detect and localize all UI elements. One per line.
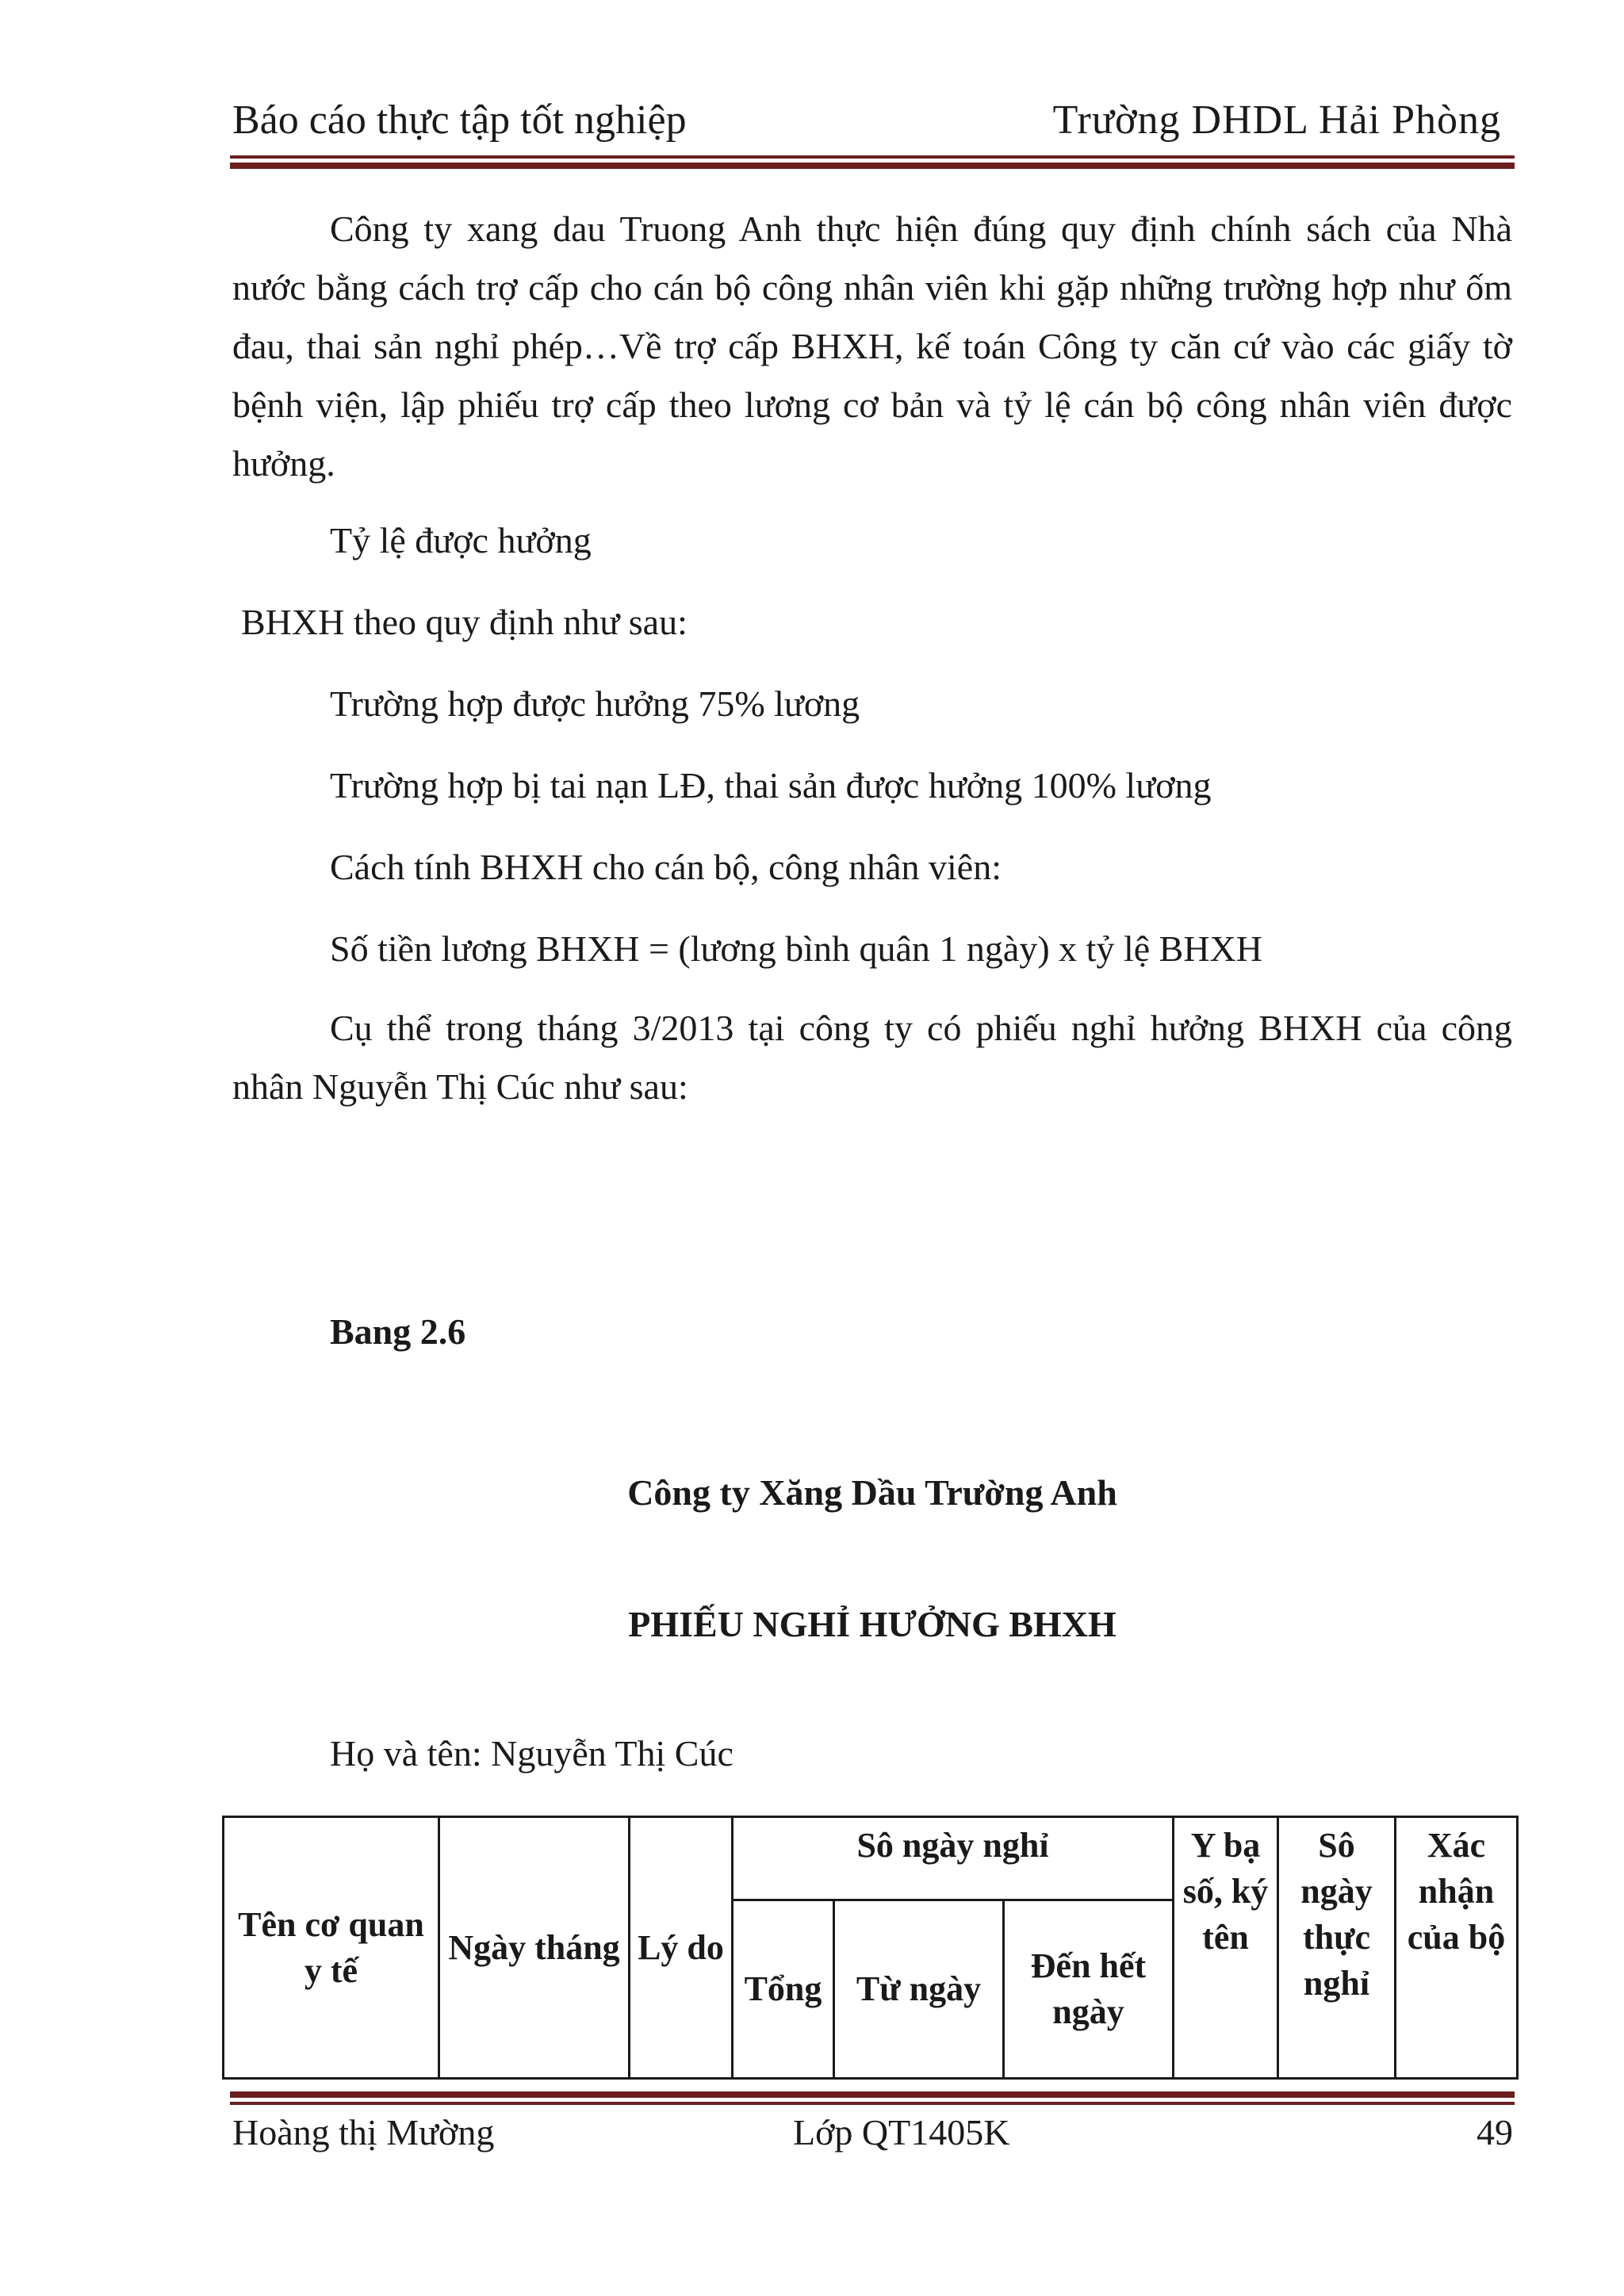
company-name: Công ty Xăng Dầu Trường Anh	[627, 1472, 1117, 1513]
paragraph-intro	[232, 200, 1512, 493]
header-ten-co-quan: Tên cơ quan y tế	[224, 1817, 439, 2079]
header-y-ba: Y bạ số, ký tên	[1174, 1817, 1278, 2079]
header-ly-do: Lý do	[630, 1817, 733, 2079]
header-so-ngay-nghi: Sô ngày nghỉ	[733, 1817, 1174, 1900]
footer-rule-thick	[230, 2091, 1515, 2098]
bhxh-table	[222, 1816, 1519, 2080]
header-xac-nhan: Xác nhận của bộ	[1396, 1817, 1518, 2079]
text-cach-tinh: Cách tính BHXH cho cán bộ, công nhân viên:	[330, 847, 1002, 887]
header-report-title: Báo cáo thực tập tốt nghiệp	[232, 98, 687, 143]
paragraph-cu-the	[232, 999, 1512, 1116]
footer-rule-thin	[230, 2102, 1515, 2105]
text-case-75: Trường hợp được hưởng 75% lương	[330, 683, 860, 724]
header-rule-thin	[230, 155, 1515, 159]
employee-name: Họ và tên: Nguyễn Thị Cúc	[330, 1733, 733, 1774]
header-so-ngay-thuc-nghi: Sô ngày thực nghỉ	[1278, 1817, 1396, 2079]
header-rule-thick	[230, 163, 1515, 169]
form-title: PHIẾU NGHỈ HƯỞNG BHXH	[628, 1604, 1116, 1644]
header-tu-ngay: Từ ngày	[834, 1900, 1004, 2079]
page-number: 49	[1477, 2112, 1513, 2152]
header-den-het-ngay: Đến hết ngày	[1004, 1900, 1174, 2079]
text-bhxh-quy-dinh: BHXH theo quy định như sau:	[241, 602, 688, 642]
header-school-name: Trường DHDL Hải Phòng	[1052, 98, 1501, 143]
text-ty-le: Tỷ lệ được hưởng	[330, 520, 592, 561]
footer-class: Lớp QT1405K	[793, 2112, 1010, 2152]
paragraph-intro-text: Công ty xang dau Truong Anh thực hiện đúng quy định chính sách của Nhà nước bằng cách trợ cấp cho cán bộ công nhân viên khi gặp những trường hợp như ốm đau, thai sản nghỉ phép…Về trợ cấp BHXH, kế toán Công ty căn cứ vào các giấy tờ bệnh viện, lập phiếu trợ cấp theo lương cơ bản và tỷ lệ cán bộ công nhân viên được hưởng.	[232, 209, 1512, 484]
paragraph-cu-the-text: Cụ thể trong tháng 3/2013 tại công ty có phiếu nghỉ hưởng BHXH của công nhân Nguyễn Thị Cúc như sau:	[232, 1008, 1512, 1107]
text-formula: Số tiền lương BHXH = (lương bình quân 1 ngày) x tỷ lệ BHXH	[330, 928, 1262, 969]
header-ngay-thang: Ngày tháng	[439, 1817, 630, 2079]
footer-author: Hoàng thị Mường	[232, 2112, 495, 2152]
header-tong: Tổng	[733, 1900, 834, 2079]
table-caption: Bang 2.6	[330, 1311, 466, 1352]
text-case-100: Trường hợp bị tai nạn LĐ, thai sản được hưởng 100% lương	[330, 765, 1212, 806]
